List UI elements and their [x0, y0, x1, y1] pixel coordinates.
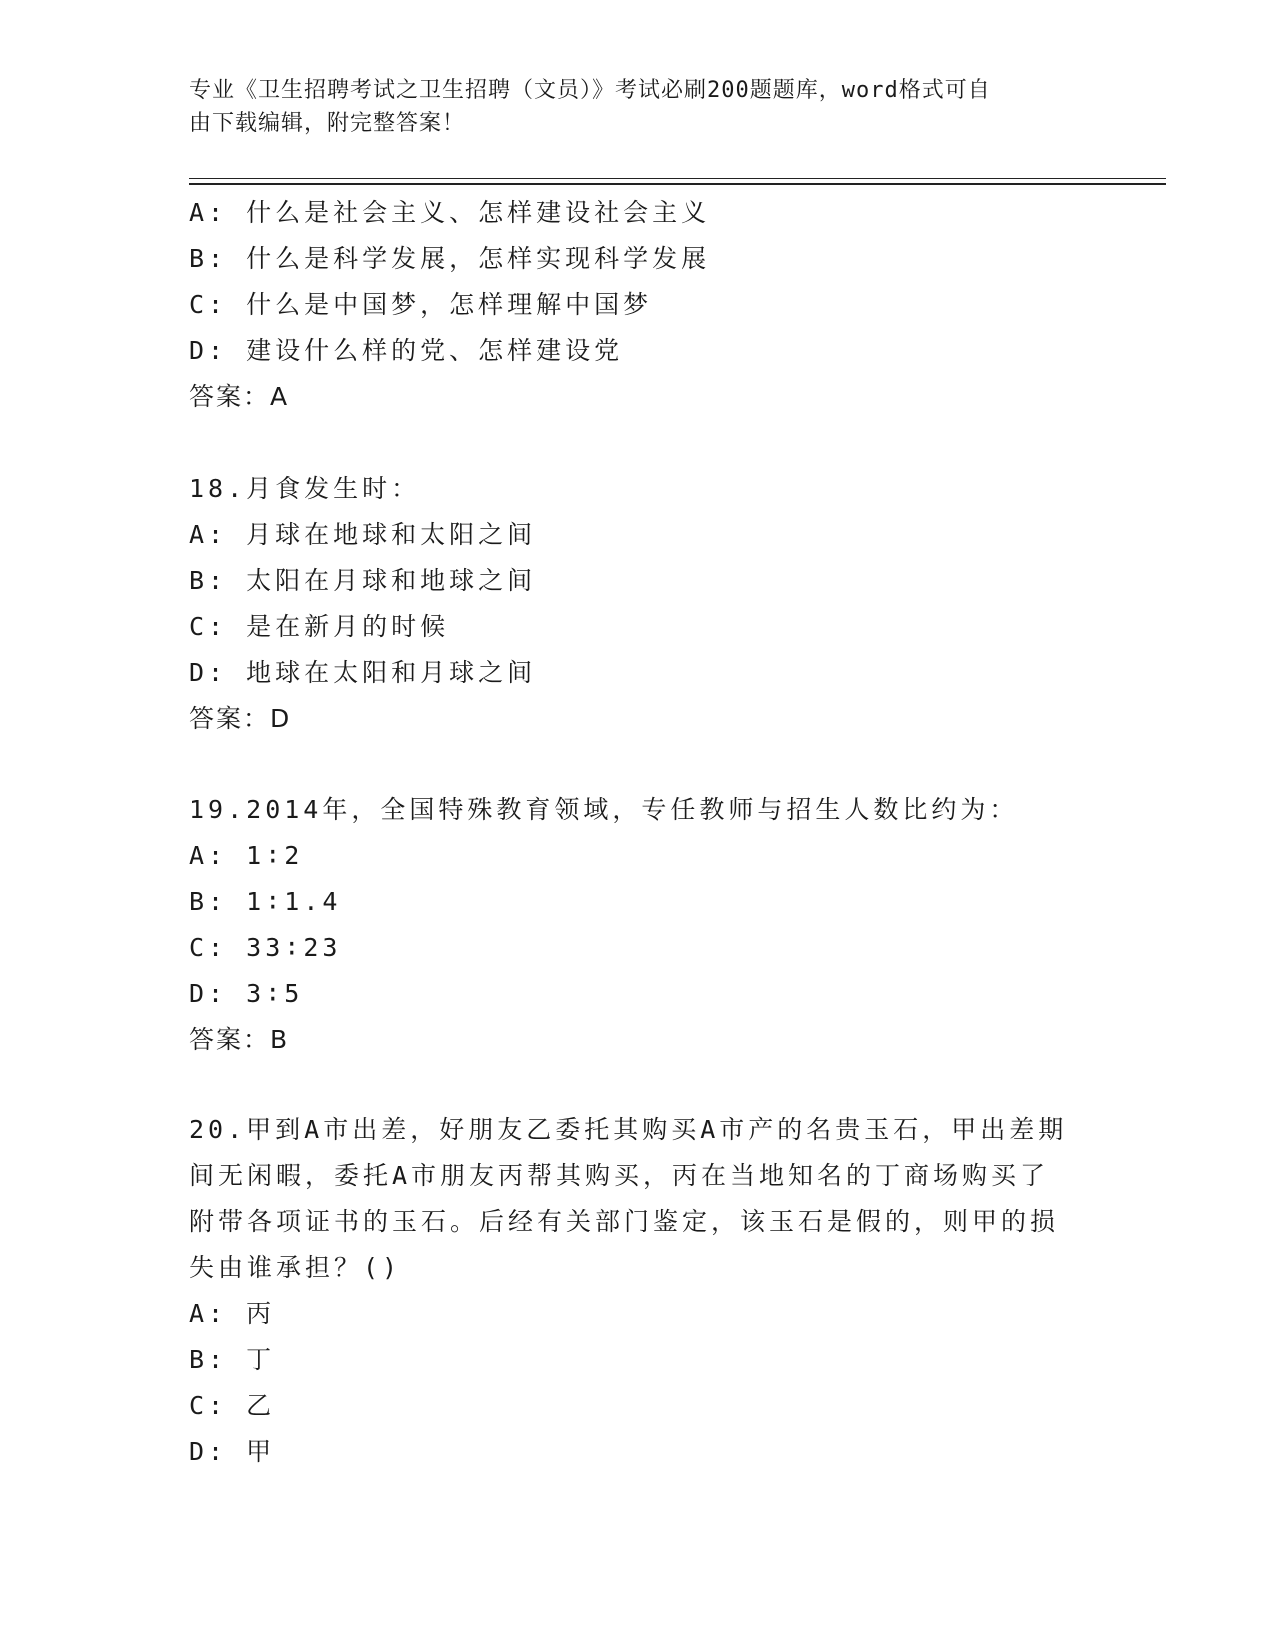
option-key: B: [189, 244, 228, 273]
header-line-1: 专业《卫生招聘考试之卫生招聘（文员）》考试必刷200题题库，word格式可自 [189, 78, 991, 103]
option-text: 月球在地球和太阳之间 [246, 520, 537, 549]
option-a [189, 512, 1089, 558]
option-key: A: [189, 841, 228, 870]
option-key: D: [189, 1437, 228, 1466]
option-key: D: [189, 336, 228, 365]
option-key: C: [189, 612, 228, 641]
question-19 [189, 787, 1089, 1063]
option-text: 什么是科学发展，怎样实现科学发展 [246, 244, 711, 273]
option-text: 3∶5 [246, 979, 304, 1008]
option-key: D: [189, 979, 228, 1008]
option-b [189, 236, 1089, 282]
option-text: 建设什么样的党、怎样建设党 [246, 336, 624, 365]
option-key: A: [189, 198, 228, 227]
question-17-continued [189, 190, 1089, 420]
option-key: C: [189, 290, 228, 319]
option-a [189, 190, 1089, 236]
option-text: 什么是社会主义、怎样建设社会主义 [246, 198, 711, 227]
question-stem: 18.月食发生时： [189, 474, 421, 503]
option-text: 甲 [246, 1437, 276, 1466]
option-b [189, 879, 1089, 925]
option-b [189, 558, 1089, 604]
option-text: 丁 [246, 1345, 276, 1374]
answer-line: 答案：B [189, 1025, 290, 1054]
option-key: B: [189, 1345, 228, 1374]
header-line-2: 由下载编辑，附完整答案！ [189, 111, 466, 136]
option-b [189, 1337, 1089, 1383]
question-stem: 20.甲到A市出差，好朋友乙委托其购买A市产的名贵玉石，甲出差期间无闲暇，委托A市朋友丙帮其购买，丙在当地知名的丁商场购买了附带各项证书的玉石。后经有关部门鉴定，该玉石是假的，则甲的损失由谁承担？() [189, 1115, 1068, 1282]
option-a [189, 1291, 1089, 1337]
option-key: B: [189, 566, 228, 595]
option-text: 1∶1.4 [246, 887, 342, 916]
question-18 [189, 466, 1089, 742]
option-text: 1∶2 [246, 841, 304, 870]
option-d [189, 971, 1089, 1017]
option-key: C: [189, 933, 228, 962]
option-text: 什么是中国梦，怎样理解中国梦 [246, 290, 653, 319]
option-c [189, 1383, 1089, 1429]
option-a [189, 833, 1089, 879]
document-header [189, 74, 1089, 140]
header-divider-top [189, 178, 1166, 179]
option-c [189, 282, 1089, 328]
option-key: C: [189, 1391, 228, 1420]
question-stem: 19.2014年，全国特殊教育领域，专任教师与招生人数比约为： [189, 795, 1019, 824]
answer-line: 答案：A [189, 382, 290, 411]
option-text: 33∶23 [246, 933, 342, 962]
option-text: 乙 [246, 1391, 276, 1420]
option-text: 丙 [246, 1299, 276, 1328]
option-d [189, 650, 1089, 696]
option-c [189, 604, 1089, 650]
option-key: D: [189, 658, 228, 687]
option-text: 是在新月的时候 [246, 612, 450, 641]
header-divider-bottom [189, 183, 1166, 185]
option-d [189, 328, 1089, 374]
answer-line: 答案：D [189, 704, 292, 733]
option-c [189, 925, 1089, 971]
option-key: A: [189, 520, 228, 549]
option-text: 地球在太阳和月球之间 [246, 658, 537, 687]
option-d [189, 1429, 1089, 1475]
option-key: A: [189, 1299, 228, 1328]
option-key: B: [189, 887, 228, 916]
question-20 [189, 1107, 1089, 1475]
option-text: 太阳在月球和地球之间 [246, 566, 537, 595]
